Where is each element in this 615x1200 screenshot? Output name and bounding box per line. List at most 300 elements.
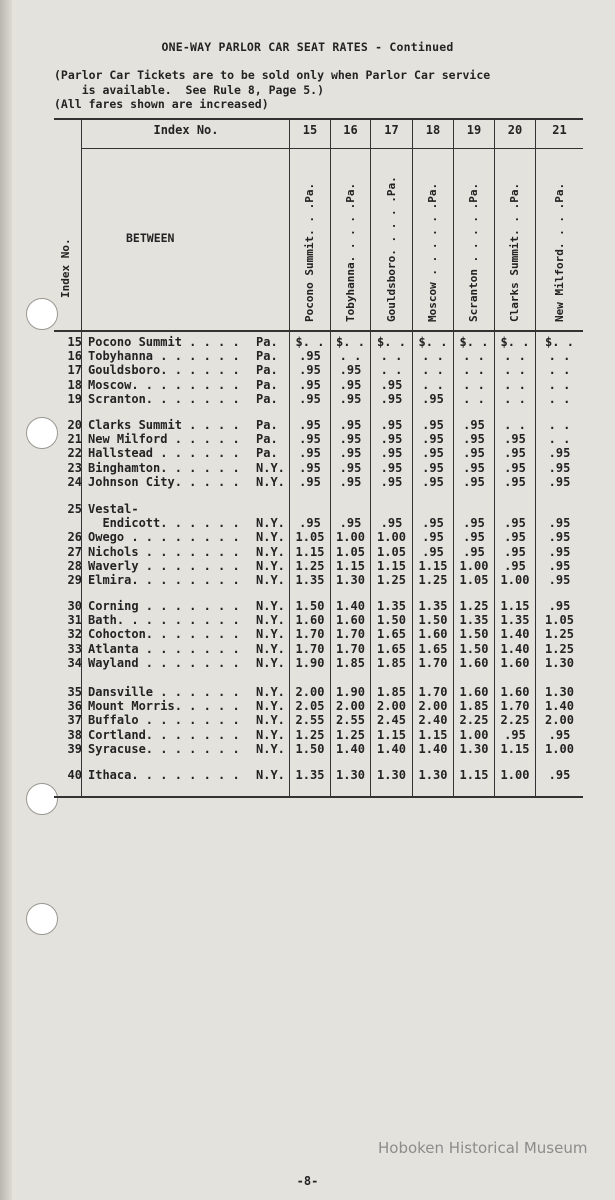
fare-cell: 1.35 bbox=[295, 768, 325, 782]
fare-cell: .95 bbox=[339, 474, 362, 489]
fare-cell: 1.00 bbox=[459, 727, 489, 742]
table-row bbox=[0, 545, 615, 559]
fare-cell: 1.60 bbox=[336, 613, 365, 628]
column-station-header: Scranton . . . . .Pa. bbox=[467, 182, 480, 322]
table-row bbox=[0, 418, 615, 432]
fare-cell: 1.25 bbox=[295, 727, 325, 742]
fare-cell: .95 bbox=[422, 446, 444, 461]
row-state: N.Y. bbox=[256, 544, 285, 559]
row-station-name: Binghamton. . . . . . bbox=[88, 460, 240, 475]
fare-cell: . . bbox=[380, 363, 403, 378]
table-row bbox=[0, 613, 615, 627]
fare-cell: 1.35 bbox=[295, 573, 325, 587]
fare-cell: .95 bbox=[504, 544, 526, 559]
table-row bbox=[0, 599, 615, 613]
fare-cell: 1.70 bbox=[500, 699, 530, 714]
fare-cell: . . bbox=[548, 377, 571, 392]
fare-cell: 1.85 bbox=[336, 655, 365, 670]
fare-cell: .95 bbox=[548, 460, 571, 475]
row-station-name: Bath. . . . . . . . . bbox=[88, 613, 240, 628]
page-title: ONE-WAY PARLOR CAR SEAT RATES - Continued bbox=[161, 40, 454, 54]
fare-cell: 1.30 bbox=[545, 655, 574, 670]
row-state: Pa. bbox=[256, 418, 278, 432]
row-station-name: Nichols . . . . . . . bbox=[88, 544, 240, 559]
row-state: N.Y. bbox=[256, 474, 285, 489]
fare-cell: . . bbox=[422, 363, 444, 378]
fare-cell: .95 bbox=[463, 516, 485, 531]
row-station-name: Vestal- bbox=[88, 502, 139, 516]
fare-cell: .95 bbox=[339, 516, 362, 531]
fare-cell: .95 bbox=[380, 418, 403, 432]
fare-cell: . . bbox=[504, 418, 526, 432]
fare-cell: 1.35 bbox=[418, 599, 448, 613]
row-state: Pa. bbox=[256, 349, 278, 364]
table-row bbox=[0, 713, 615, 727]
row-state: N.Y. bbox=[256, 573, 285, 587]
table-row bbox=[0, 685, 615, 699]
table-row bbox=[0, 461, 615, 475]
row-station-name: Endicott. . . . . . bbox=[88, 516, 240, 531]
row-station-name: Wayland . . . . . . . bbox=[88, 655, 240, 670]
table-row bbox=[0, 530, 615, 544]
fare-cell: $. . bbox=[500, 335, 530, 349]
fare-cell: 1.50 bbox=[459, 641, 489, 656]
fare-cell: .95 bbox=[380, 516, 403, 531]
fare-cell: 1.35 bbox=[459, 613, 489, 628]
fare-cell: 1.60 bbox=[500, 655, 530, 670]
row-state: N.Y. bbox=[256, 685, 285, 699]
row-index: 15 bbox=[67, 335, 82, 349]
binder-hole bbox=[26, 903, 58, 935]
fare-cell: 2.00 bbox=[336, 699, 365, 714]
row-index: 20 bbox=[67, 418, 82, 432]
fare-cell: 1.40 bbox=[377, 741, 406, 756]
table-row bbox=[0, 392, 615, 406]
row-state: N.Y. bbox=[256, 460, 285, 475]
row-index: 35 bbox=[67, 685, 82, 699]
fare-cell: .95 bbox=[504, 727, 526, 742]
row-index: 22 bbox=[67, 446, 82, 461]
fare-cell: .95 bbox=[504, 432, 526, 447]
table-row bbox=[0, 432, 615, 446]
table-row bbox=[0, 699, 615, 713]
fare-cell: .95 bbox=[380, 446, 403, 461]
fare-cell: .95 bbox=[299, 363, 321, 378]
fare-cell: $. . bbox=[545, 335, 574, 349]
fare-cell: .95 bbox=[422, 516, 444, 531]
fare-cell: . . bbox=[463, 349, 485, 364]
fare-cell: 1.50 bbox=[377, 613, 406, 628]
table-row bbox=[0, 627, 615, 641]
row-state: Pa. bbox=[256, 335, 278, 349]
fare-cell: .95 bbox=[422, 432, 444, 447]
row-station-name: Johnson City. . . . . bbox=[88, 474, 240, 489]
fare-cell: 1.50 bbox=[418, 613, 448, 628]
fare-cell: .95 bbox=[299, 432, 321, 447]
table-row bbox=[0, 573, 615, 587]
row-station-name: Gouldsboro. . . . . . bbox=[88, 363, 240, 378]
column-station-header: Moscow . . . . . .Pa. bbox=[426, 182, 439, 322]
fare-cell: .95 bbox=[380, 432, 403, 447]
row-station-name: Cohocton. . . . . . . bbox=[88, 627, 240, 642]
fare-cell: 1.15 bbox=[500, 599, 530, 613]
row-index: 23 bbox=[67, 460, 82, 475]
row-index: 37 bbox=[67, 713, 82, 728]
fare-cell: 1.70 bbox=[336, 627, 365, 642]
table-row bbox=[0, 446, 615, 460]
fare-cell: 1.00 bbox=[545, 741, 574, 756]
fare-cell: 1.30 bbox=[377, 768, 406, 782]
header-index-label: Index No. bbox=[153, 123, 219, 137]
fare-cell: 1.40 bbox=[336, 741, 365, 756]
row-state: Pa. bbox=[256, 363, 278, 378]
fare-cell: . . bbox=[463, 391, 485, 406]
fare-cell: .95 bbox=[380, 474, 403, 489]
fare-cell: .95 bbox=[339, 418, 362, 432]
fare-cell: $. . bbox=[377, 335, 406, 349]
row-index: 32 bbox=[67, 627, 82, 642]
fare-cell: . . bbox=[548, 418, 571, 432]
fare-cell: 1.85 bbox=[459, 699, 489, 714]
fare-cell: .95 bbox=[463, 474, 485, 489]
row-index: 27 bbox=[67, 544, 82, 559]
table-row bbox=[0, 516, 615, 530]
table-row bbox=[0, 768, 615, 782]
fare-cell: .95 bbox=[422, 474, 444, 489]
row-state: N.Y. bbox=[256, 768, 285, 782]
table-row bbox=[0, 559, 615, 573]
fare-cell: .95 bbox=[339, 363, 362, 378]
row-index: 24 bbox=[67, 474, 82, 489]
fare-cell: .95 bbox=[339, 391, 362, 406]
table-row bbox=[0, 475, 615, 489]
fare-cell: 1.15 bbox=[500, 741, 530, 756]
fare-cell: 1.15 bbox=[418, 558, 448, 573]
fare-cell: .95 bbox=[548, 474, 571, 489]
fare-cell: 1.60 bbox=[459, 685, 489, 699]
row-station-name: New Milford . . . . . bbox=[88, 432, 240, 447]
fare-cell: 1.30 bbox=[418, 768, 448, 782]
fare-cell: 1.00 bbox=[377, 530, 406, 545]
fare-cell: 1.35 bbox=[377, 599, 406, 613]
column-station-header: Tobyhanna. . . . .Pa. bbox=[344, 182, 357, 322]
row-station-name: Ithaca. . . . . . . . bbox=[88, 768, 240, 782]
fare-cell: .95 bbox=[463, 544, 485, 559]
fare-cell: .95 bbox=[422, 418, 444, 432]
fare-cell: .95 bbox=[299, 418, 321, 432]
binder-hole bbox=[26, 298, 58, 330]
table-bottom-rule bbox=[54, 796, 583, 798]
row-state: N.Y. bbox=[256, 727, 285, 742]
row-station-name: Tobyhanna . . . . . . bbox=[88, 349, 240, 364]
fare-cell: .95 bbox=[299, 377, 321, 392]
fare-cell: .95 bbox=[299, 349, 321, 364]
header-between-label: BETWEEN bbox=[126, 231, 175, 245]
fare-cell: 1.90 bbox=[295, 655, 325, 670]
fare-cell: . . bbox=[504, 363, 526, 378]
fare-cell: 1.15 bbox=[377, 558, 406, 573]
fare-cell: 1.70 bbox=[418, 685, 448, 699]
row-state: Pa. bbox=[256, 391, 278, 406]
note-line: is available. See Rule 8, Page 5.) bbox=[54, 83, 325, 97]
fare-cell: .95 bbox=[339, 446, 362, 461]
row-station-name: Pocono Summit . . . . bbox=[88, 335, 240, 349]
side-index-label: Index No. bbox=[59, 238, 72, 298]
fare-cell: 1.70 bbox=[295, 641, 325, 656]
fare-cell: .95 bbox=[504, 460, 526, 475]
row-state: N.Y. bbox=[256, 641, 285, 656]
fare-cell: 1.25 bbox=[418, 573, 448, 587]
fare-cell: . . bbox=[504, 349, 526, 364]
fare-cell: .95 bbox=[299, 391, 321, 406]
row-station-name: Moscow. . . . . . . . bbox=[88, 377, 240, 392]
row-index: 18 bbox=[67, 377, 82, 392]
fare-cell: 1.40 bbox=[500, 627, 530, 642]
row-state: N.Y. bbox=[256, 741, 285, 756]
fare-cell: .95 bbox=[299, 446, 321, 461]
fare-cell: 1.25 bbox=[377, 573, 406, 587]
row-state: N.Y. bbox=[256, 655, 285, 670]
fare-cell: 1.00 bbox=[500, 768, 530, 782]
row-index: 17 bbox=[67, 363, 82, 378]
fare-cell: $. . bbox=[418, 335, 448, 349]
fare-cell: .95 bbox=[504, 516, 526, 531]
fare-cell: 1.90 bbox=[336, 685, 365, 699]
table-row bbox=[0, 502, 615, 516]
fare-cell: 1.15 bbox=[295, 544, 325, 559]
column-index-header: 20 bbox=[507, 123, 523, 137]
fare-cell: 1.25 bbox=[545, 641, 574, 656]
fare-cell: . . bbox=[548, 363, 571, 378]
fare-cell: 1.00 bbox=[336, 530, 365, 545]
binder-hole bbox=[26, 783, 58, 815]
row-index: 16 bbox=[67, 349, 82, 364]
fare-cell: .95 bbox=[548, 544, 571, 559]
row-station-name: Dansville . . . . . . bbox=[88, 685, 240, 699]
column-index-header: 21 bbox=[552, 123, 567, 137]
fare-cell: .95 bbox=[339, 377, 362, 392]
page-number: -8- bbox=[296, 1174, 319, 1188]
fare-cell: 2.00 bbox=[295, 685, 325, 699]
fare-cell: 2.00 bbox=[418, 699, 448, 714]
fare-cell: 1.05 bbox=[295, 530, 325, 545]
museum-watermark: Hoboken Historical Museum bbox=[378, 1139, 588, 1157]
fare-cell: . . bbox=[380, 349, 403, 364]
row-state: N.Y. bbox=[256, 613, 285, 628]
fare-cell: .95 bbox=[422, 530, 444, 545]
fare-cell: 1.50 bbox=[295, 741, 325, 756]
column-station-header: Pocono Summit. . .Pa. bbox=[303, 182, 316, 322]
row-index: 26 bbox=[67, 530, 82, 545]
fare-cell: 1.85 bbox=[377, 685, 406, 699]
fare-cell: 1.25 bbox=[545, 627, 574, 642]
row-station-name: Atlanta . . . . . . . bbox=[88, 641, 240, 656]
row-state: N.Y. bbox=[256, 530, 285, 545]
fare-cell: 1.40 bbox=[418, 741, 448, 756]
table-row bbox=[0, 728, 615, 742]
fare-cell: 1.05 bbox=[336, 544, 365, 559]
fare-cell: 2.55 bbox=[295, 713, 325, 728]
row-station-name: Waverly . . . . . . . bbox=[88, 558, 240, 573]
row-station-name: Elmira. . . . . . . . bbox=[88, 573, 240, 587]
row-state: N.Y. bbox=[256, 627, 285, 642]
fare-cell: 1.85 bbox=[377, 655, 406, 670]
fare-cell: .95 bbox=[504, 474, 526, 489]
row-index: 31 bbox=[67, 613, 82, 628]
fare-cell: 1.40 bbox=[545, 699, 574, 714]
fare-cell: 2.40 bbox=[418, 713, 448, 728]
table-row bbox=[0, 349, 615, 363]
table-row bbox=[0, 642, 615, 656]
row-station-name: Mount Morris. . . . . bbox=[88, 699, 240, 714]
fare-cell: . . bbox=[548, 349, 571, 364]
row-index: 29 bbox=[67, 573, 82, 587]
row-index: 36 bbox=[67, 699, 82, 714]
fare-cell: .95 bbox=[299, 460, 321, 475]
fare-cell: 1.40 bbox=[500, 641, 530, 656]
fare-cell: . . bbox=[339, 349, 362, 364]
fare-cell: 1.00 bbox=[459, 558, 489, 573]
fare-cell: $. . bbox=[336, 335, 365, 349]
fare-cell: 2.25 bbox=[500, 713, 530, 728]
fare-cell: 1.00 bbox=[500, 573, 530, 587]
fare-cell: .95 bbox=[380, 391, 403, 406]
fare-cell: . . bbox=[422, 349, 444, 364]
row-state: Pa. bbox=[256, 377, 278, 392]
row-index: 30 bbox=[67, 599, 82, 613]
fare-cell: .95 bbox=[548, 573, 571, 587]
row-station-name: Scranton. . . . . . . bbox=[88, 391, 240, 406]
column-station-header: Clarks Summit. . .Pa. bbox=[508, 182, 521, 322]
fare-cell: 1.15 bbox=[418, 727, 448, 742]
fare-cell: .95 bbox=[463, 432, 485, 447]
fare-cell: . . bbox=[463, 377, 485, 392]
fare-cell: 1.30 bbox=[336, 768, 365, 782]
note-line: (Parlor Car Tickets are to be sold only when Parlor Car service bbox=[54, 68, 491, 82]
fare-cell: 1.70 bbox=[418, 655, 448, 670]
fare-cell: 1.05 bbox=[377, 544, 406, 559]
column-station-header: Gouldsboro. . . . .Pa. bbox=[385, 176, 398, 322]
fare-cell: . . bbox=[463, 363, 485, 378]
fare-cell: 1.30 bbox=[459, 741, 489, 756]
fare-cell: .95 bbox=[299, 474, 321, 489]
fare-cell: .95 bbox=[504, 530, 526, 545]
row-index: 28 bbox=[67, 558, 82, 573]
fare-cell: 1.05 bbox=[459, 573, 489, 587]
fare-cell: .95 bbox=[422, 391, 444, 406]
fare-cell: 1.25 bbox=[336, 727, 365, 742]
header-bottom-rule bbox=[54, 330, 583, 332]
fare-cell: 1.60 bbox=[500, 685, 530, 699]
fare-cell: $. . bbox=[459, 335, 489, 349]
row-index: 33 bbox=[67, 641, 82, 656]
column-index-header: 19 bbox=[466, 123, 482, 137]
fare-cell: 1.65 bbox=[377, 627, 406, 642]
fare-cell: . . bbox=[548, 391, 571, 406]
fare-cell: .95 bbox=[548, 768, 571, 782]
row-station-name: Corning . . . . . . . bbox=[88, 599, 240, 613]
fare-cell: .95 bbox=[299, 516, 321, 531]
table-top-rule bbox=[54, 118, 583, 120]
row-station-name: Owego . . . . . . . . bbox=[88, 530, 240, 545]
table-row bbox=[0, 363, 615, 377]
fare-cell: .95 bbox=[548, 599, 571, 613]
fare-cell: .95 bbox=[504, 558, 526, 573]
note-line: (All fares shown are increased) bbox=[54, 97, 269, 111]
fare-cell: 1.60 bbox=[418, 627, 448, 642]
fare-cell: . . bbox=[548, 432, 571, 447]
row-state: Pa. bbox=[256, 432, 278, 447]
fare-cell: 1.15 bbox=[336, 558, 365, 573]
table-row bbox=[0, 335, 615, 349]
fare-cell: 1.15 bbox=[459, 768, 489, 782]
fare-cell: 1.50 bbox=[459, 627, 489, 642]
row-index: 39 bbox=[67, 741, 82, 756]
fare-cell: 1.30 bbox=[545, 685, 574, 699]
fare-cell: .95 bbox=[548, 727, 571, 742]
fare-cell: 2.55 bbox=[336, 713, 365, 728]
fare-cell: .95 bbox=[422, 544, 444, 559]
table-row bbox=[0, 742, 615, 756]
fare-cell: 1.65 bbox=[377, 641, 406, 656]
fare-cell: 2.45 bbox=[377, 713, 406, 728]
row-index: 40 bbox=[67, 768, 82, 782]
row-state: N.Y. bbox=[256, 713, 285, 728]
row-station-name: Cortland. . . . . . . bbox=[88, 727, 240, 742]
fare-cell: 1.25 bbox=[295, 558, 325, 573]
fare-cell: .95 bbox=[463, 460, 485, 475]
table-row bbox=[0, 656, 615, 670]
fare-cell: 1.15 bbox=[377, 727, 406, 742]
column-index-header: 17 bbox=[384, 123, 399, 137]
fare-cell: .95 bbox=[548, 530, 571, 545]
row-station-name: Hallstead . . . . . . bbox=[88, 446, 240, 461]
row-state: N.Y. bbox=[256, 558, 285, 573]
fare-cell: 2.00 bbox=[545, 713, 574, 728]
fare-cell: 1.30 bbox=[336, 573, 365, 587]
table-row bbox=[0, 378, 615, 392]
fare-cell: 1.60 bbox=[459, 655, 489, 670]
fare-cell: 1.70 bbox=[295, 627, 325, 642]
fare-cell: 1.35 bbox=[500, 613, 530, 628]
fare-cell: 1.40 bbox=[336, 599, 365, 613]
fare-cell: .95 bbox=[548, 558, 571, 573]
fare-cell: 1.70 bbox=[336, 641, 365, 656]
fare-cell: .95 bbox=[339, 432, 362, 447]
fare-cell: 2.00 bbox=[377, 699, 406, 714]
fare-cell: .95 bbox=[463, 446, 485, 461]
fare-cell: 1.65 bbox=[418, 641, 448, 656]
fare-cell: . . bbox=[504, 377, 526, 392]
header-rule bbox=[82, 148, 583, 149]
row-index: 21 bbox=[67, 432, 82, 447]
fare-cell: 1.25 bbox=[459, 599, 489, 613]
column-index-header: 18 bbox=[425, 123, 441, 137]
fare-cell: .95 bbox=[422, 460, 444, 475]
row-index: 19 bbox=[67, 391, 82, 406]
fare-cell: .95 bbox=[548, 516, 571, 531]
fare-cell: .95 bbox=[339, 460, 362, 475]
row-state: N.Y. bbox=[256, 599, 285, 613]
fare-cell: 2.25 bbox=[459, 713, 489, 728]
fare-cell: 1.50 bbox=[295, 599, 325, 613]
fare-cell: .95 bbox=[504, 446, 526, 461]
row-station-name: Clarks Summit . . . . bbox=[88, 418, 240, 432]
column-index-header: 15 bbox=[302, 123, 318, 137]
fare-cell: . . bbox=[422, 377, 444, 392]
row-index: 25 bbox=[67, 502, 82, 516]
fare-cell: 1.60 bbox=[295, 613, 325, 628]
